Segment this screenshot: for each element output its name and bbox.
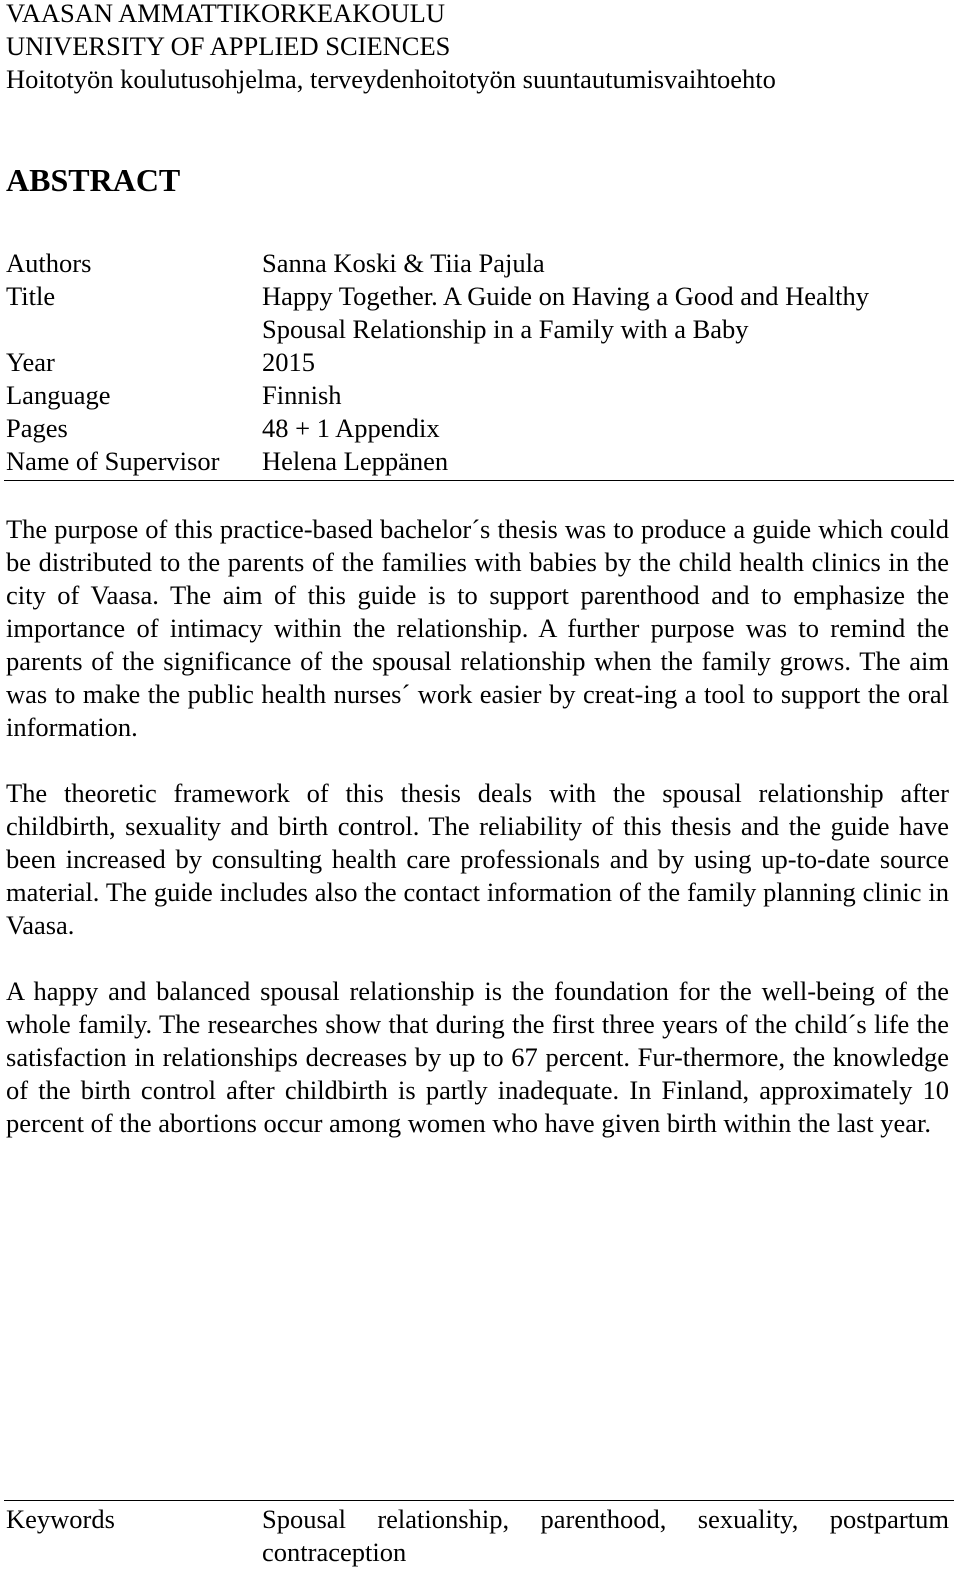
meta-label: Title: [6, 281, 56, 311]
document-header: [6, 0, 946, 96]
institution-name-finnish: VAASAN AMMATTIKORKEAKOULU: [6, 0, 445, 28]
meta-value-language: Finnish: [262, 380, 342, 410]
meta-value-title: Happy Together. A Guide on Having a Good and Healthy Spousal Relationship in a Family with a Baby: [262, 281, 870, 344]
meta-row-authors: [6, 247, 949, 280]
meta-label: Year: [6, 347, 55, 377]
meta-row-pages: [6, 412, 949, 445]
meta-label: Authors: [6, 248, 92, 278]
thesis-metadata: [6, 247, 949, 478]
keywords-value: Spousal relationship, parenthood, sexuality, postpartum contraception: [262, 1504, 949, 1567]
meta-row-language: [6, 379, 949, 412]
meta-row-title: [6, 280, 949, 346]
meta-label: Pages: [6, 413, 68, 443]
meta-row-supervisor: [6, 445, 949, 478]
divider-top: [4, 480, 954, 481]
meta-row-year: [6, 346, 949, 379]
institution-name-english: UNIVERSITY OF APPLIED SCIENCES: [6, 31, 451, 61]
meta-label: Name of Supervisor: [6, 446, 220, 476]
meta-value-year: 2015: [262, 347, 315, 377]
divider-bottom: [4, 1500, 954, 1501]
abstract-paragraph: A happy and balanced spousal relationship is the foundation for the well-being of the whole family. The researches show that during the first three years of the child´s life the satisfaction in relationships decreases by up to 67 percent. Fur-thermore, the knowledge of the birth control after childbirth is partly inadequate. In Finland, approximately 10 percent of the abortions occur among women who have given birth within the last year.: [6, 976, 949, 1138]
keywords-label: Keywords: [6, 1504, 115, 1534]
meta-value-pages: 48 + 1 Appendix: [262, 413, 440, 443]
abstract-paragraph: The theoretic framework of this thesis deals with the spousal relationship after childbirth, sexuality and birth control. The reliability of this thesis and the guide have been increased by consulting health care professionals and by using up-to-date source material. The guide includes also the contact information of the family planning clinic in Vaasa.: [6, 778, 949, 940]
meta-value-supervisor: Helena Leppänen: [262, 446, 449, 476]
abstract-body: [6, 513, 949, 1173]
degree-programme: Hoitotyön koulutusohjelma, terveydenhoitotyön suuntautumisvaihtoehto: [6, 64, 776, 94]
abstract-paragraph: The purpose of this practice-based bachelor´s thesis was to produce a guide which could be distributed to the parents of the families with babies by the child health clinics in the city of Vaasa. The aim of this guide is to support parenthood and to emphasize the importance of intimacy within the relationship. A further purpose was to remind the parents of the significance of the spousal relationship when the family grows. The aim was to make the public health nurses´ work easier by creat-ing a tool to support the oral information.: [6, 514, 949, 742]
abstract-heading: ABSTRACT: [6, 162, 181, 198]
keywords-row: [6, 1503, 949, 1569]
meta-label: Language: [6, 380, 111, 410]
meta-value-authors: Sanna Koski & Tiia Pajula: [262, 248, 545, 278]
